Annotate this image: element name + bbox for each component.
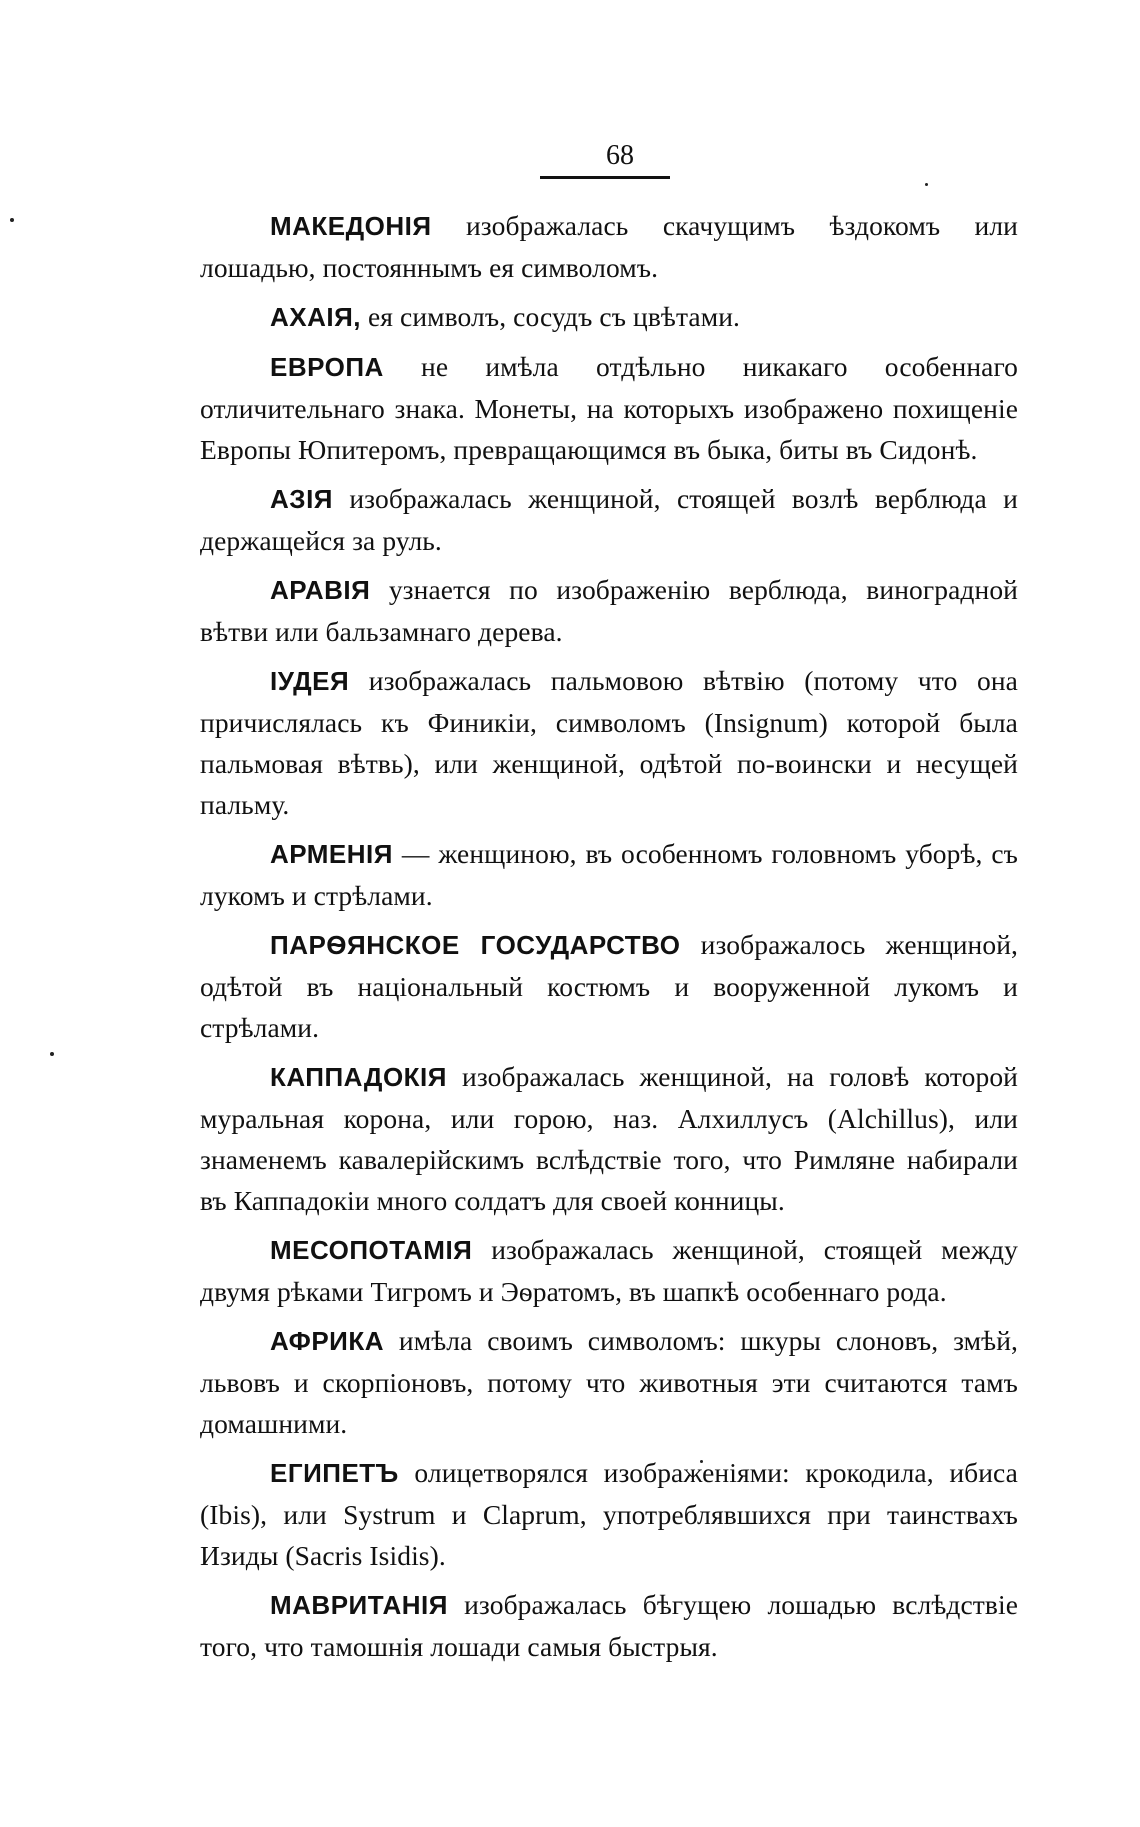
entry-term: МЕСОПОТАМІЯ bbox=[270, 1235, 473, 1265]
entry-term: МАКЕДОНІЯ bbox=[270, 211, 432, 241]
entry-armenia bbox=[200, 833, 1018, 916]
entry-text: ея символъ, сосудъ съ цвѣтами. bbox=[361, 301, 741, 332]
page-number: 68 bbox=[606, 140, 634, 171]
entry-term: АХАІЯ, bbox=[270, 302, 362, 332]
entry-cappadocia bbox=[200, 1056, 1018, 1221]
entry-judea bbox=[200, 660, 1018, 825]
entry-term: ІУДЕЯ bbox=[270, 666, 350, 696]
entry-term: ЕГИПЕТЪ bbox=[270, 1458, 399, 1488]
entry-text: имѣла своимъ символомъ: шкуры слоновъ, змѣй, львовъ и скорпіоновъ, потому что животныя эти считаются тамъ домашними. bbox=[200, 1325, 1018, 1439]
entry-mesopotamia bbox=[200, 1229, 1018, 1312]
entry-egypt bbox=[200, 1452, 1018, 1576]
entry-text: узнается по изображенію верблюда, виноградной вѣтви или бальзамнаго дерева. bbox=[200, 574, 1018, 647]
entry-asia bbox=[200, 478, 1018, 561]
entry-text: изображалась скачущимъ ѣздокомъ или лошадью, постояннымъ ея символомъ. bbox=[200, 210, 1018, 283]
entry-term: АЗІЯ bbox=[270, 484, 333, 514]
entry-text: изображалась пальмовою вѣтвію (потому что она причислялась къ Финикіи, символомъ (Insignum) которой была пальмовая вѣтвь), или женщиной, одѣтой по-воински и несущей пальму. bbox=[200, 665, 1018, 820]
entry-parthia bbox=[200, 924, 1018, 1048]
entry-achaia bbox=[200, 296, 1018, 338]
header-rule bbox=[540, 176, 670, 179]
entry-text: изображалась бѣгущею лошадью вслѣдствіе того, что тамошнія лошади самыя быстрыя. bbox=[200, 1589, 1018, 1662]
entry-arabia bbox=[200, 569, 1018, 652]
entry-term: КАППАДОКІЯ bbox=[270, 1062, 447, 1092]
speck-mark bbox=[50, 1052, 54, 1056]
entry-text: изображалось женщиной, одѣтой въ національный костюмъ и вооруженной лукомъ и стрѣлами. bbox=[200, 929, 1018, 1043]
speck-mark bbox=[925, 183, 928, 186]
entry-europa bbox=[200, 346, 1018, 470]
entry-africa bbox=[200, 1320, 1018, 1444]
entry-text: — женщиною, въ особенномъ головномъ уборѣ, съ лукомъ и стрѣлами. bbox=[200, 838, 1018, 911]
entry-term: АРАВІЯ bbox=[270, 575, 371, 605]
entry-term: ПАРѲЯНСКОЕ ГОСУДАРСТВО bbox=[270, 930, 681, 960]
entry-text: изображалась женщиной, на головѣ которой муральная корона, или горою, наз. Алхиллусъ (Alchillus), или знаменемъ кавалерійскимъ вслѣдствіе того, что Римляне набирали въ Каппадокіи много солдатъ для своей конницы. bbox=[200, 1061, 1018, 1216]
entry-term: ЕВРОПА bbox=[270, 352, 384, 382]
entry-term: МАВРИТАНІЯ bbox=[270, 1590, 448, 1620]
entry-term: АФРИКА bbox=[270, 1326, 384, 1356]
text-block bbox=[200, 205, 1018, 1675]
entry-macedonia bbox=[200, 205, 1018, 288]
entry-text: олицетворялся изображеніями: крокодила, ибиса (Ibis), или Systrum и Claprum, употреблявшихся при таинствахъ Изиды (Sacris Isidis). bbox=[200, 1457, 1018, 1571]
speck-mark bbox=[10, 218, 14, 222]
entry-mauretania bbox=[200, 1584, 1018, 1667]
entry-text: изображалась женщиной, стоящей возлѣ верблюда и держащейся за руль. bbox=[200, 483, 1018, 556]
entry-text: изображалась женщиной, стоящей между двумя рѣками Тигромъ и Эѳратомъ, въ шапкѣ особеннаго рода. bbox=[200, 1234, 1018, 1307]
entry-text: не имѣла отдѣльно никакаго особеннаго отличительнаго знака. Монеты, на которыхъ изображено похищеніе Европы Юпитеромъ, превращающимся въ быка, биты въ Сидонѣ. bbox=[200, 351, 1018, 465]
entry-term: АРМЕНІЯ bbox=[270, 839, 393, 869]
